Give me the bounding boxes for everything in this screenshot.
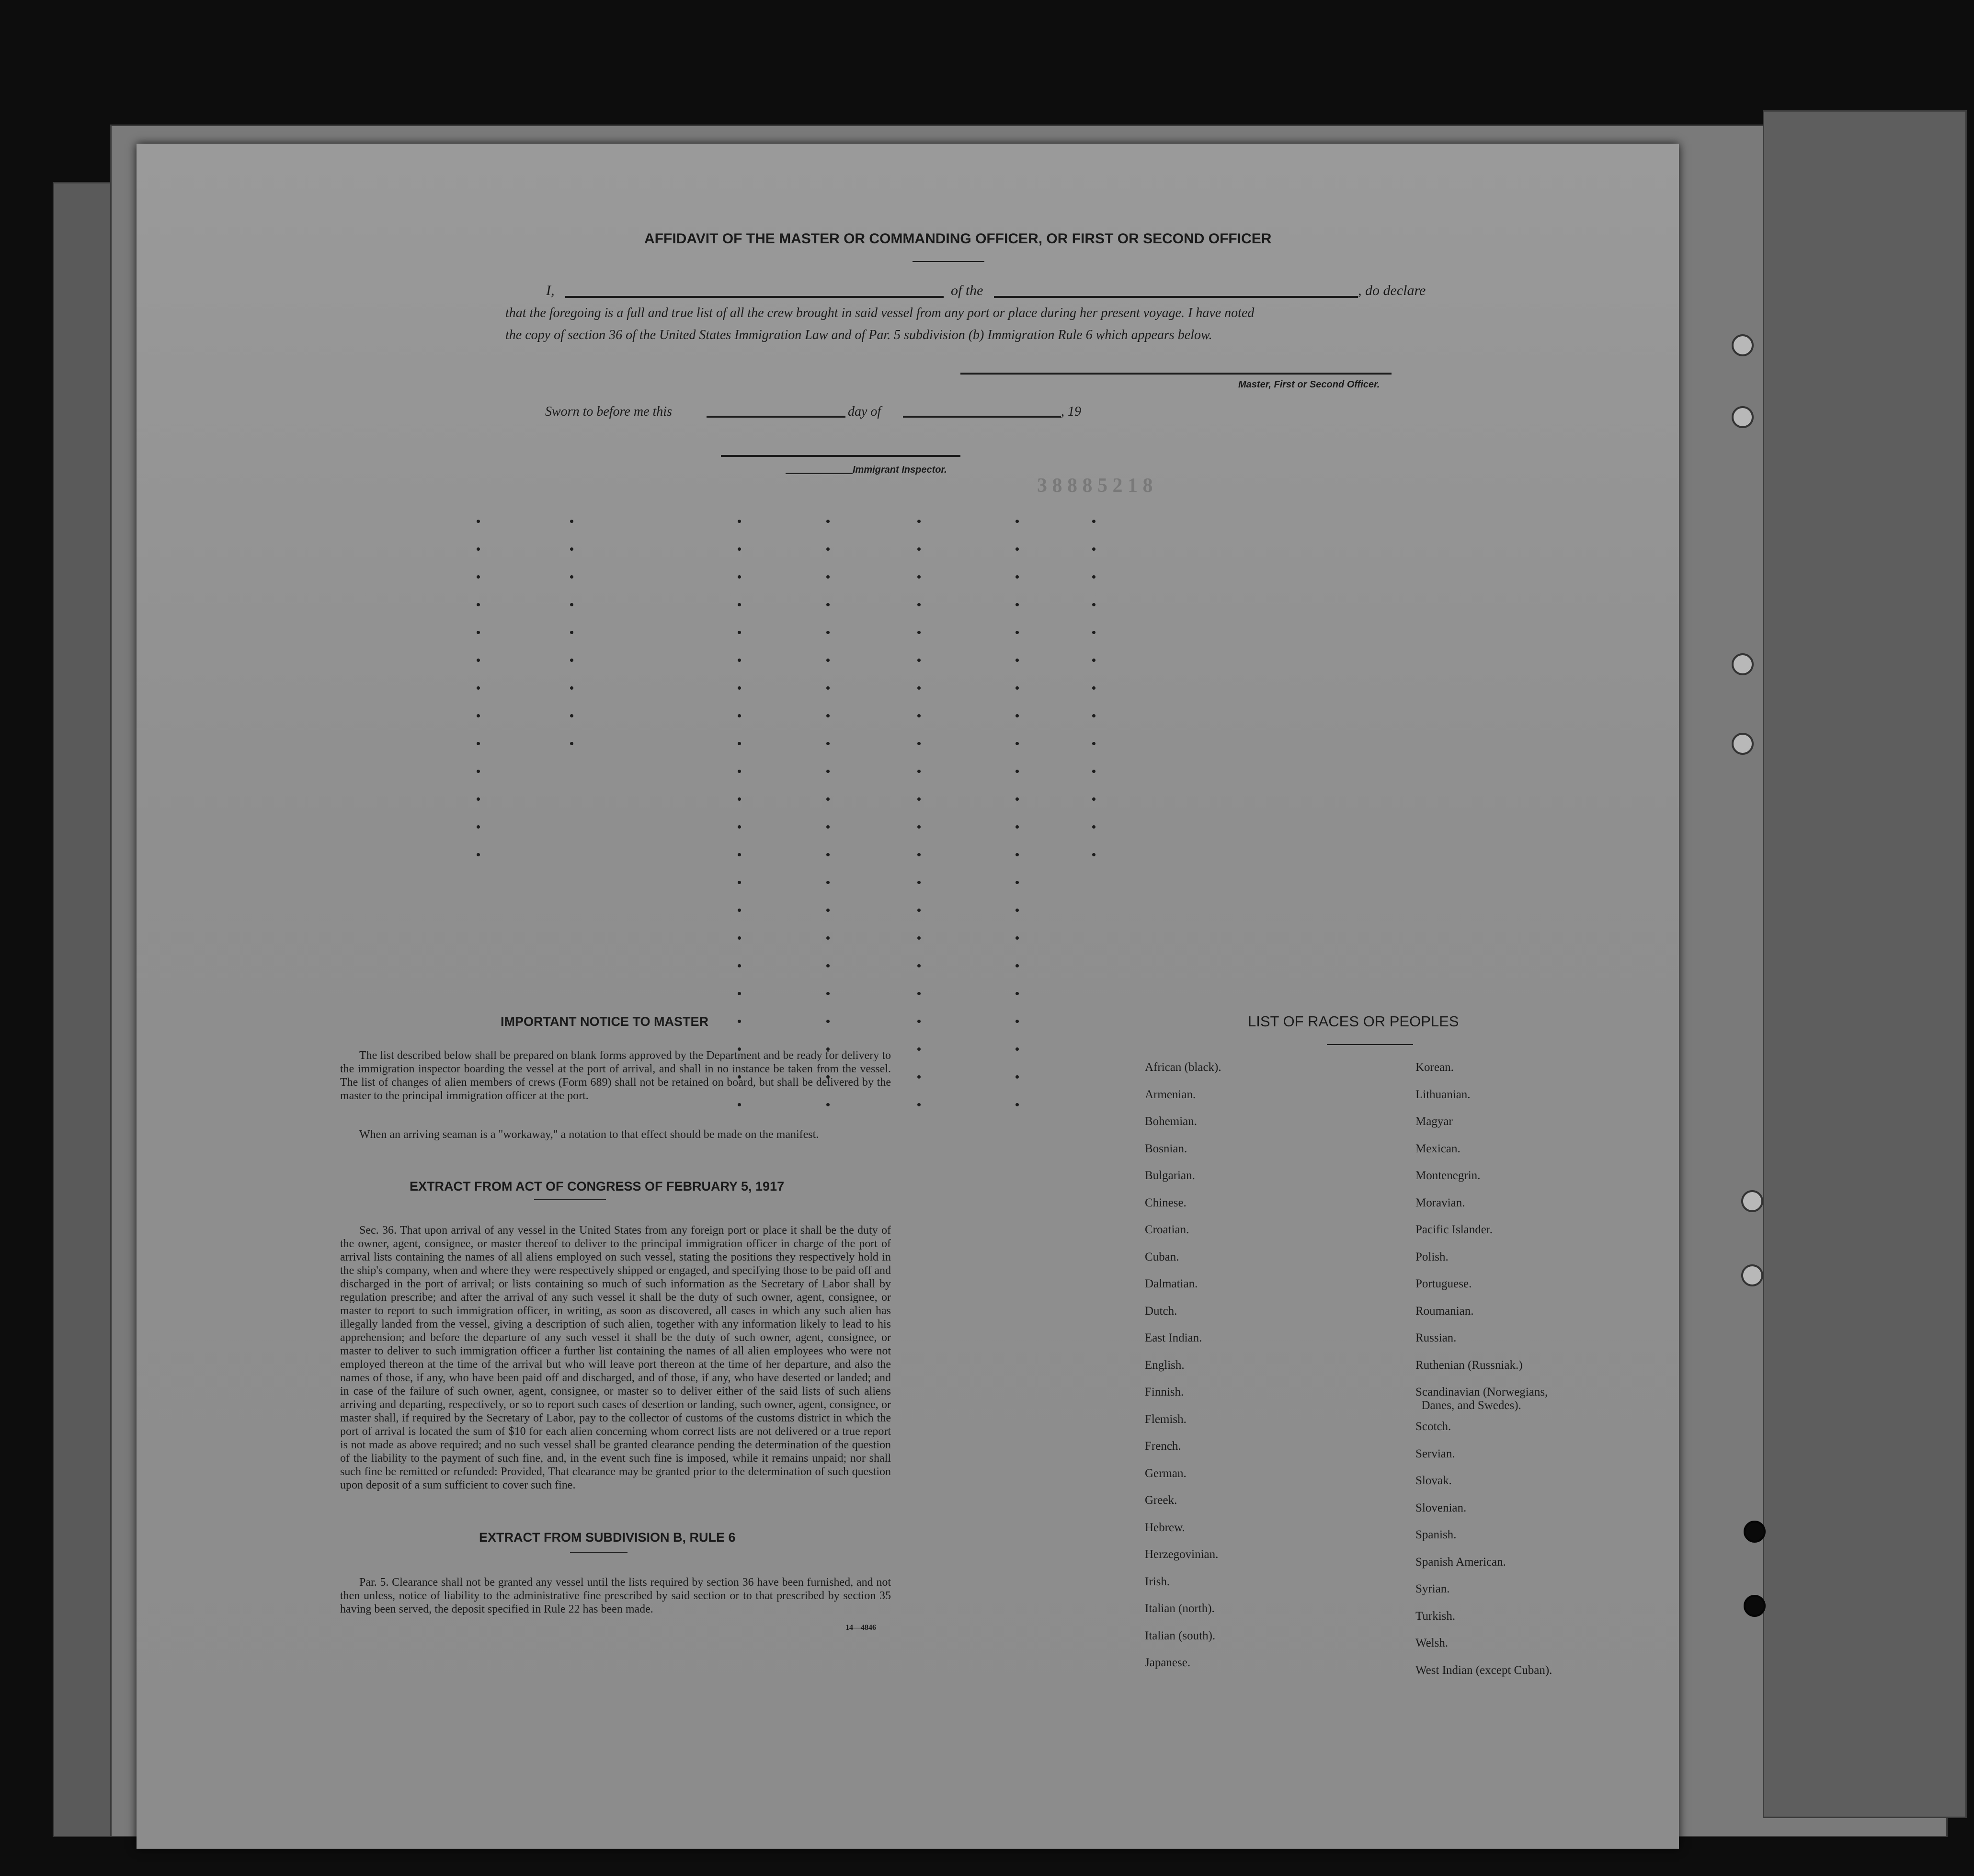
form-dot xyxy=(917,797,921,801)
form-dot xyxy=(1016,1075,1019,1079)
form-dot xyxy=(826,631,830,634)
form-dot xyxy=(917,853,921,856)
form-dot xyxy=(917,520,921,523)
form-dot xyxy=(1092,520,1095,523)
form-dot xyxy=(1016,742,1019,745)
race-item: Roumanian. xyxy=(1415,1304,1474,1318)
sworn-prefix: Sworn to before me this xyxy=(545,404,672,419)
notice-paragraph-1: The list described below shall be prepared on blank forms approved by the Department and be ready for delivery to the immigration inspector boarding the vessel at the port of arrival, and shall in no instance be taken from the vessel. The list of changes of alien members of crews (Form 689) shall not be retained on board, but shall be delivered by the master to the principal immigration officer at the port. xyxy=(340,1049,891,1102)
form-dot xyxy=(738,1103,741,1106)
race-item: Magyar xyxy=(1415,1115,1453,1128)
form-dot xyxy=(826,1103,830,1106)
form-dot xyxy=(826,797,830,801)
form-dot xyxy=(738,825,741,829)
form-dot xyxy=(1016,714,1019,717)
form-dot xyxy=(570,742,573,745)
form-dot xyxy=(738,520,741,523)
form-dot xyxy=(477,659,480,662)
race-item: Moravian. xyxy=(1415,1196,1465,1209)
affidavit-line2: that the foregoing is a full and true list of all the crew brought in said vessel from any port or place during her present voyage. I have noted xyxy=(505,306,1255,320)
form-dot xyxy=(1016,547,1019,551)
race-item: English. xyxy=(1145,1358,1185,1372)
form-dot xyxy=(826,964,830,967)
race-item: Russian. xyxy=(1415,1331,1457,1344)
form-dot xyxy=(477,575,480,579)
form-dot xyxy=(1016,770,1019,773)
form-dot xyxy=(1016,659,1019,662)
form-dot xyxy=(1092,853,1095,856)
form-dot xyxy=(1016,686,1019,690)
form-dot xyxy=(570,714,573,717)
rule-extract-heading: EXTRACT FROM SUBDIVISION B, RULE 6 xyxy=(479,1530,736,1545)
punch-hole xyxy=(1741,1264,1763,1286)
form-dot xyxy=(738,659,741,662)
form-dot xyxy=(826,881,830,884)
form-dot xyxy=(1092,547,1095,551)
form-dot xyxy=(1016,603,1019,606)
affidavit-i: I, xyxy=(546,283,555,298)
form-dot xyxy=(917,547,921,551)
form-dot xyxy=(570,575,573,579)
form-dot xyxy=(1016,797,1019,801)
form-dot xyxy=(826,853,830,856)
punch-hole xyxy=(1732,733,1754,755)
form-dot xyxy=(1016,909,1019,912)
form-dot xyxy=(826,909,830,912)
form-dot xyxy=(1016,825,1019,829)
race-item: African (black). xyxy=(1145,1061,1221,1074)
act-extract-heading: EXTRACT FROM ACT OF CONGRESS OF FEBRUARY 5, 1917 xyxy=(410,1179,785,1194)
vessel-line xyxy=(994,296,1358,298)
form-dot xyxy=(1016,1047,1019,1051)
form-dot xyxy=(477,770,480,773)
race-item: Korean. xyxy=(1415,1061,1454,1074)
race-item: Mexican. xyxy=(1415,1142,1461,1155)
sworn-day-line xyxy=(707,416,845,418)
divider xyxy=(570,1552,628,1553)
race-item: Finnish. xyxy=(1145,1386,1184,1398)
form-dot xyxy=(826,547,830,551)
race-item: Scotch. xyxy=(1415,1420,1451,1433)
race-item: Servian. xyxy=(1415,1447,1455,1460)
form-dot xyxy=(738,575,741,579)
form-dot xyxy=(826,714,830,717)
form-dot xyxy=(1016,1020,1019,1023)
form-dot xyxy=(1092,631,1095,634)
race-item: Turkish. xyxy=(1415,1609,1456,1623)
race-item: Slovenian. xyxy=(1415,1501,1467,1514)
form-dot xyxy=(1016,936,1019,940)
form-dot xyxy=(570,547,573,551)
race-item: Dutch. xyxy=(1145,1304,1177,1318)
form-dot xyxy=(738,631,741,634)
rule-extract-body: Par. 5. Clearance shall not be granted any vessel until the lists required by section 36 have been furnished, and not then unless, notice of liability to the administrative fine prescribed by said section or to that prescribed by section 35 having been served, the deposit specified in Rule 22 has been made. xyxy=(340,1576,891,1615)
form-dot xyxy=(738,714,741,717)
race-item: French. xyxy=(1145,1440,1181,1453)
race-item: Slovak. xyxy=(1415,1474,1452,1487)
race-item: Flemish. xyxy=(1145,1412,1187,1426)
form-dot xyxy=(477,797,480,801)
form-dot xyxy=(917,909,921,912)
form-dot xyxy=(917,631,921,634)
form-dot xyxy=(477,825,480,829)
form-dot xyxy=(570,520,573,523)
form-dot xyxy=(477,603,480,606)
sworn-month-line xyxy=(903,416,1061,418)
race-item: Italian (north). xyxy=(1145,1602,1215,1615)
divider xyxy=(1327,1044,1413,1045)
form-dot xyxy=(826,936,830,940)
form-dot xyxy=(1016,964,1019,967)
race-item: Hebrew. xyxy=(1145,1521,1185,1534)
affidavit-line3: the copy of section 36 of the United States Immigration Law and of Par. 5 subdivision (b) Immigration Rule 6 which appears below. xyxy=(505,328,1212,342)
form-dot xyxy=(917,1047,921,1051)
form-dot xyxy=(477,547,480,551)
affidavit-of-the: of the xyxy=(951,283,983,298)
form-dot xyxy=(738,547,741,551)
race-item: Polish. xyxy=(1415,1250,1449,1263)
signature-caption: Master, First or Second Officer. xyxy=(1238,379,1380,390)
punch-hole xyxy=(1732,334,1754,356)
bleed-through-text: 3 8 8 8 5 2 1 8 xyxy=(1037,475,1153,497)
form-dot xyxy=(1016,520,1019,523)
race-item: Armenian. xyxy=(1145,1088,1196,1101)
race-item: Spanish American. xyxy=(1415,1555,1506,1569)
form-dot xyxy=(570,631,573,634)
race-item: Syrian. xyxy=(1415,1582,1450,1595)
race-item: Cuban. xyxy=(1145,1250,1179,1263)
signature-line xyxy=(960,373,1392,375)
form-dot xyxy=(826,575,830,579)
form-dot xyxy=(477,742,480,745)
race-item: Greek. xyxy=(1145,1494,1177,1507)
form-dot xyxy=(917,992,921,995)
form-dot xyxy=(917,714,921,717)
inspector-line xyxy=(721,455,960,457)
race-item: Portuguese. xyxy=(1415,1277,1472,1290)
form-dot xyxy=(477,631,480,634)
form-dot xyxy=(477,714,480,717)
act-extract-body: Sec. 36. That upon arrival of any vessel in the United States from any foreign port or place it shall be the duty of the owner, agent, consignee, or master thereof to deliver to the principal immigration officer in charge of the port of arrival lists containing the names of all aliens employed on such vessel, stating the positions they respectively hold in the ship's company, when and where they were respectively shipped or engaged, and specifying those to be paid off and discharged in the port of arrival; or lists containing so much of such information as the Secretary of Labor shall by regulation prescribe; and after the arrival of any such vessel it shall be the duty of such owner, agent, consignee, or master to report to such immigration officer, in writing, as soon as discovered, all cases in which any such alien has illegally landed from the vessel, giving a description of such alien, together with any information likely to lead to his apprehension; and before the departure of any such vessel it shall be the duty of such owner, agent, consignee, or master to deliver to such immigration officer a further list containing the names of all alien employees who were not employed thereon at the time of the arrival but who will leave port thereon at the time of her departure, and also the names of those, if any, who have been paid off and discharged, and of those, if any, who have deserted or landed; and in case of the failure of such owner, agent, consignee, or master so to deliver either of the said lists of such aliens arriving and departing, respectively, or so to report such cases of desertion or landing, such owner, agent, consignee, or master shall, if required by the Secretary of Labor, pay to the collector of customs of the customs district in which the port of arrival is located the sum of $10 for each alien concerning whom correct lists are not delivered or a true report is not made as above required; and no such vessel shall be granted clearance pending the determination of the question of the liability to the payment of such fine, and, in the event such fine is imposed, while it remains unpaid; nor shall such fine be remitted or refunded: Provided, That clearance may be granted prior to the determination of such question upon deposit of a sum sufficient to cover such fine. xyxy=(340,1224,891,1491)
punch-hole xyxy=(1744,1521,1766,1543)
name-line xyxy=(565,296,944,298)
form-dot xyxy=(570,659,573,662)
form-dot xyxy=(1016,992,1019,995)
form-dot xyxy=(917,575,921,579)
form-dot xyxy=(826,1020,830,1023)
form-dot xyxy=(1016,631,1019,634)
form-dot xyxy=(738,686,741,690)
divider xyxy=(534,1199,606,1200)
form-dot xyxy=(826,603,830,606)
inspector-short-line xyxy=(786,473,853,474)
form-dot xyxy=(826,686,830,690)
form-dot xyxy=(738,797,741,801)
race-item: Spanish. xyxy=(1415,1528,1457,1541)
race-item: Italian (south). xyxy=(1145,1629,1216,1642)
form-dot xyxy=(1092,797,1095,801)
sworn-year: , 19 xyxy=(1061,404,1081,419)
inspector-caption: Immigrant Inspector. xyxy=(853,465,947,475)
form-dot xyxy=(738,992,741,995)
form-dot xyxy=(738,909,741,912)
form-dot xyxy=(1092,659,1095,662)
manifest-page xyxy=(137,144,1679,1849)
form-dot xyxy=(917,936,921,940)
form-dot xyxy=(826,742,830,745)
form-number: 14—4846 xyxy=(845,1624,876,1632)
race-item: Japanese. xyxy=(1145,1656,1191,1669)
form-dot xyxy=(826,659,830,662)
form-dot xyxy=(1092,603,1095,606)
divider xyxy=(913,261,984,262)
form-dot xyxy=(826,520,830,523)
race-item: East Indian. xyxy=(1145,1331,1202,1344)
form-dot xyxy=(477,520,480,523)
race-item: Scandinavian (Norwegians, Danes, and Swedes). xyxy=(1415,1386,1548,1412)
form-dot xyxy=(1092,770,1095,773)
form-dot xyxy=(917,603,921,606)
form-dot xyxy=(1092,714,1095,717)
form-dot xyxy=(917,881,921,884)
form-dot xyxy=(826,770,830,773)
form-dot xyxy=(1016,1103,1019,1106)
race-item: Ruthenian (Russniak.) xyxy=(1415,1358,1523,1372)
punch-hole xyxy=(1741,1190,1763,1212)
races-heading: LIST OF RACES OR PEOPLES xyxy=(1248,1013,1459,1030)
race-item: German. xyxy=(1145,1467,1187,1480)
form-dot xyxy=(477,853,480,856)
race-item: Bohemian. xyxy=(1145,1115,1198,1128)
background-sheet-right xyxy=(1763,110,1967,1818)
race-item: Pacific Islander. xyxy=(1415,1223,1493,1236)
affidavit-declare: , do declare xyxy=(1358,283,1426,298)
form-dot xyxy=(570,603,573,606)
form-dot xyxy=(826,825,830,829)
race-item: Lithuanian. xyxy=(1415,1088,1471,1101)
form-dot xyxy=(738,936,741,940)
race-item: Croatian. xyxy=(1145,1223,1189,1236)
race-item: Montenegrin. xyxy=(1415,1169,1481,1182)
race-item: Chinese. xyxy=(1145,1196,1187,1209)
form-dot xyxy=(477,686,480,690)
form-dot xyxy=(1016,575,1019,579)
form-dot xyxy=(826,992,830,995)
form-dot xyxy=(917,964,921,967)
form-dot xyxy=(1092,825,1095,829)
form-dot xyxy=(917,1020,921,1023)
punch-hole xyxy=(1732,406,1754,428)
form-dot xyxy=(917,686,921,690)
form-dot xyxy=(738,853,741,856)
form-dot xyxy=(570,686,573,690)
race-item: Dalmatian. xyxy=(1145,1277,1198,1290)
form-dot xyxy=(738,742,741,745)
punch-hole xyxy=(1744,1595,1766,1617)
affidavit-title: AFFIDAVIT OF THE MASTER OR COMMANDING OFFICER, OR FIRST OR SECOND OFFICER xyxy=(644,231,1272,247)
form-dot xyxy=(1016,881,1019,884)
race-item: Bulgarian. xyxy=(1145,1169,1195,1182)
sworn-day: day of xyxy=(848,404,881,419)
race-item: Irish. xyxy=(1145,1575,1170,1588)
form-dot xyxy=(917,1103,921,1106)
form-dot xyxy=(1092,742,1095,745)
punch-hole xyxy=(1732,653,1754,675)
form-dot xyxy=(738,964,741,967)
form-dot xyxy=(1092,575,1095,579)
form-dot xyxy=(917,742,921,745)
race-item: Welsh. xyxy=(1415,1637,1449,1649)
form-dot xyxy=(917,825,921,829)
notice-heading: IMPORTANT NOTICE TO MASTER xyxy=(501,1014,708,1029)
race-item: West Indian (except Cuban). xyxy=(1415,1663,1552,1677)
race-item: Herzegovinian. xyxy=(1145,1548,1219,1561)
form-dot xyxy=(738,1020,741,1023)
form-dot xyxy=(917,1075,921,1079)
form-dot xyxy=(1016,853,1019,856)
form-dot xyxy=(917,659,921,662)
form-dot xyxy=(738,770,741,773)
form-dot xyxy=(917,770,921,773)
form-dot xyxy=(738,881,741,884)
form-dot xyxy=(738,603,741,606)
race-item: Bosnian. xyxy=(1145,1142,1187,1155)
form-dot xyxy=(1092,686,1095,690)
notice-paragraph-2: When an arriving seaman is a "workaway," a notation to that effect should be made on the manifest. xyxy=(359,1128,819,1141)
